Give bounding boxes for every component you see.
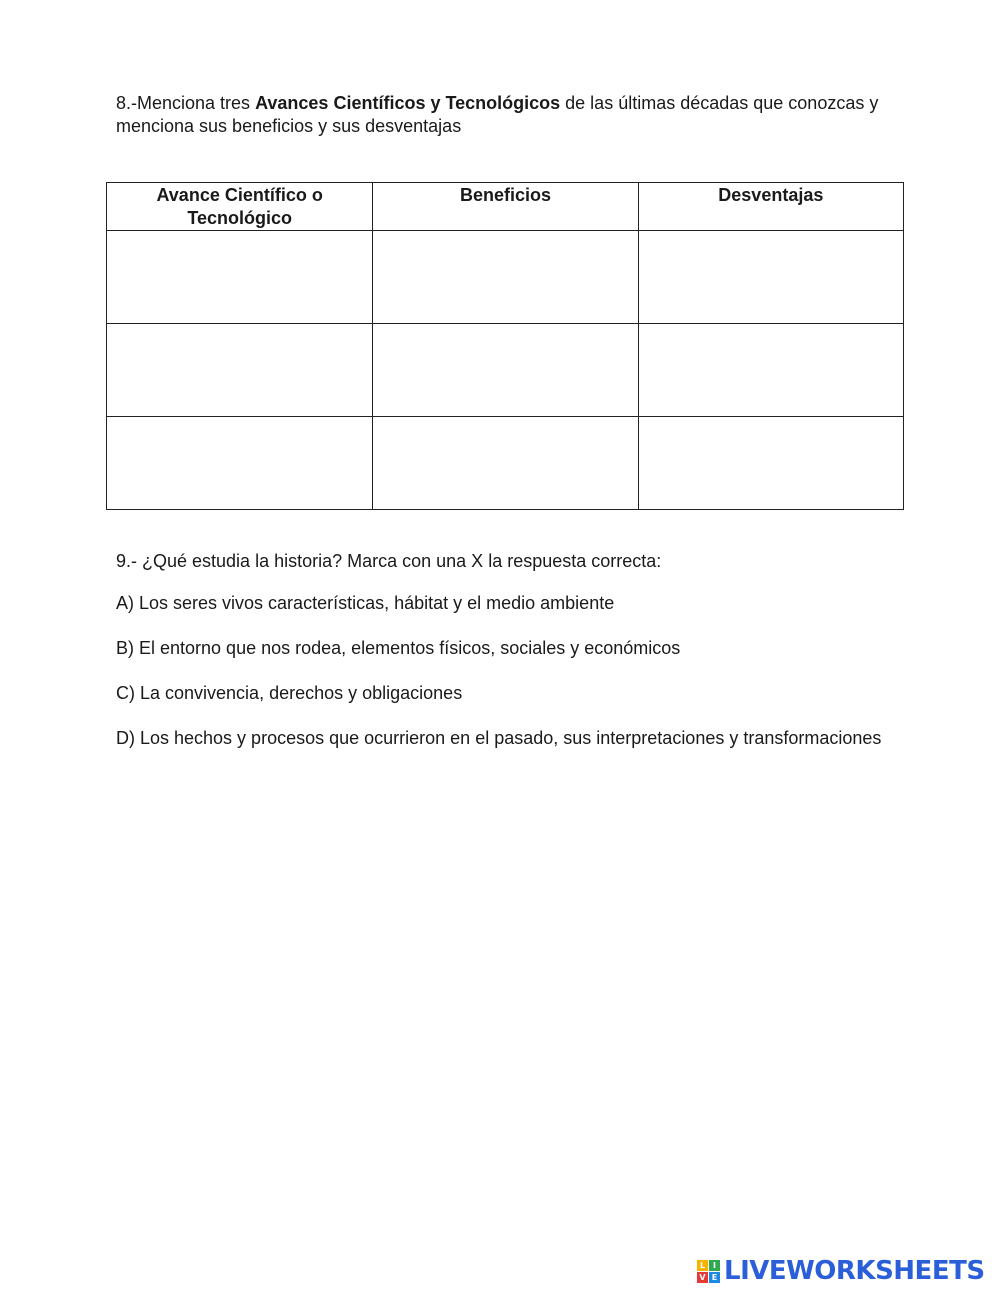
logo-block: L — [697, 1260, 708, 1271]
liveworksheets-logo — [697, 1256, 985, 1286]
header-advance: Avance Científico o Tecnológico — [107, 183, 373, 231]
question-8 — [116, 92, 886, 138]
option-d[interactable]: D) Los hechos y procesos que ocurrieron en el pasado, sus interpretaciones y transformaciones — [116, 728, 882, 748]
answer-cell[interactable] — [638, 231, 903, 324]
option-c[interactable]: C) La convivencia, derechos y obligaciones — [116, 683, 463, 703]
question-9 — [116, 550, 886, 772]
option-a[interactable]: A) Los seres vivos características, hábitat y el medio ambiente — [116, 593, 615, 613]
logo-block: I — [709, 1260, 720, 1271]
table-header-row — [107, 183, 904, 231]
answer-cell[interactable] — [107, 324, 373, 417]
table-row — [107, 231, 904, 324]
logo-block: E — [709, 1272, 720, 1283]
advances-table — [106, 182, 904, 510]
answer-cell[interactable] — [373, 417, 638, 510]
answer-cell[interactable] — [107, 417, 373, 510]
header-benefits: Beneficios — [373, 183, 638, 231]
logo-blocks-icon — [697, 1260, 720, 1283]
answer-cell[interactable] — [638, 417, 903, 510]
header-disadvantages: Desventajas — [638, 183, 903, 231]
question-8-bold-term: Avances Científicos y Tecnológicos — [255, 93, 561, 113]
question-9-title: 9.- ¿Qué estudia la historia? Marca con una X la respuesta correcta: — [116, 551, 662, 571]
table-row — [107, 324, 904, 417]
question-8-prefix: 8.-Menciona tres — [116, 93, 256, 113]
option-b[interactable]: B) El entorno que nos rodea, elementos físicos, sociales y económicos — [116, 638, 681, 658]
table-row — [107, 417, 904, 510]
logo-text: LIVEWORKSHEETS — [724, 1256, 985, 1286]
answer-cell[interactable] — [373, 231, 638, 324]
logo-block: V — [697, 1272, 708, 1283]
answer-cell[interactable] — [638, 324, 903, 417]
question-8-suffix: de las últimas décadas que conozcas y menciona sus beneficios y sus desventajas — [116, 93, 879, 136]
answer-cell[interactable] — [107, 231, 373, 324]
answer-cell[interactable] — [373, 324, 638, 417]
